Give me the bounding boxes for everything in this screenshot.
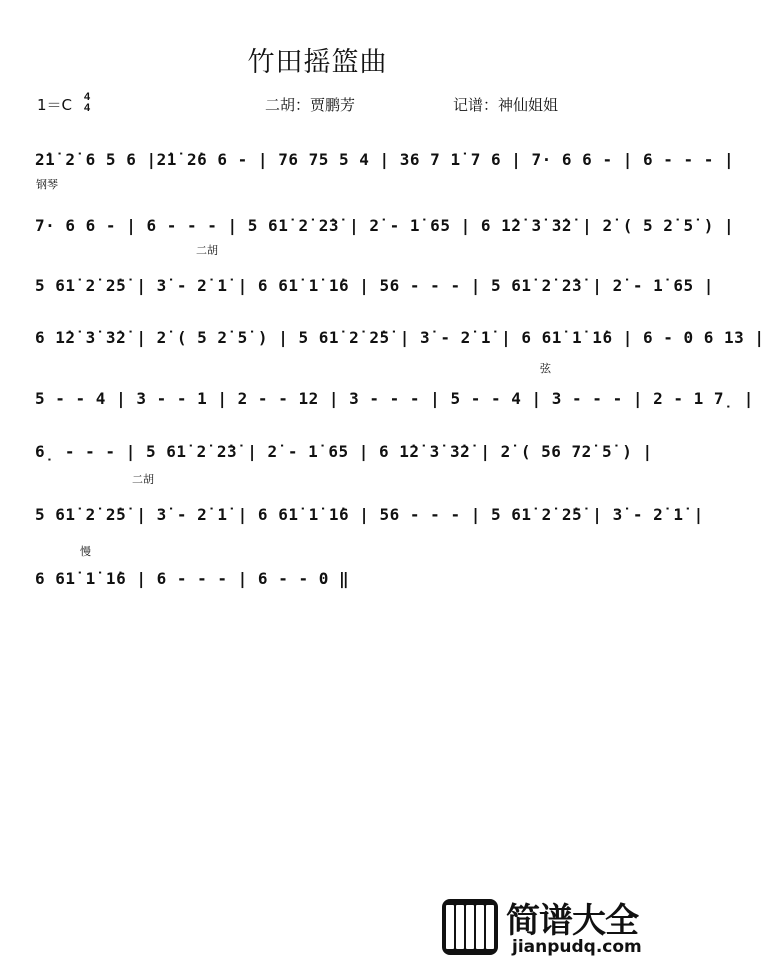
- slow-annotation: 慢: [80, 545, 91, 558]
- score-line-1: [35, 148, 735, 172]
- score-line-3: [35, 274, 714, 298]
- strings-annotation: 弦: [540, 362, 551, 375]
- score-line-7: [35, 503, 704, 527]
- erhu-annotation: 二胡: [196, 244, 218, 257]
- notation-text: 7· 6 6 - | 6 - - - | 5 61̇ 2̇ 2̇3̇ | 2̇ - 1̇ 65 | 6 1̇2̇ 3̇ 3̇2̇ | 2̇ ( 5 2̇ 5̇ ) |: [35, 216, 735, 235]
- time-signature: [81, 92, 93, 114]
- logo-url: jianpudq.com: [512, 937, 642, 957]
- score-line-4: [35, 326, 765, 350]
- score-line-6: [35, 440, 653, 464]
- logo-title: 简谱大全: [506, 901, 638, 941]
- piano-annotation: 钢琴: [36, 178, 58, 191]
- transcriber-credit: 记谱：神仙姐姐: [453, 96, 559, 114]
- site-logo: [442, 893, 664, 961]
- notation-text: 5 61̇ 2̇ 2̇5̇ | 3̇ - 2̇ 1̇ | 6 61̇ 1̇ 1̇6 | 56 - - - | 5 61̇ 2̇ 2̇3̇ | 2̇ - 1̇ 65 |: [35, 276, 714, 295]
- score-line-5: [35, 387, 754, 411]
- score-line-2: [35, 214, 735, 238]
- piano-keys-icon: [442, 899, 498, 955]
- page-title: 竹田摇篮曲: [247, 47, 388, 78]
- notation-text: 5 - - 4 | 3 - - 1 | 2 - - 12 | 3 - - - | 5 - - 4 | 3 - - - | 2 - 1 7̣ |: [35, 389, 754, 408]
- notation-text: 2̇1̇ 2̇ 6 5 6 |2̇1̇ 2̇6 6 - | 76 75 5 4 | 36 7 1̇ 7 6 | 7· 6 6 - | 6 - - - |: [35, 150, 735, 169]
- erhu-credit: 二胡：贾鹏芳: [265, 96, 356, 114]
- erhu-annotation-2: 二胡: [132, 473, 154, 486]
- key-signature: 1＝C: [37, 96, 73, 114]
- notation-text: 6 61̇ 1̇ 1̇6 | 6 - - - | 6 - - 0 ‖: [35, 569, 350, 588]
- notation-text: 6̣ - - - | 5 61̇ 2̇ 2̇3̇ | 2̇ - 1̇ 65 | 6 1̇2̇ 3̇ 3̇2̇ | 2̇ ( 56 72̇ 5̇ ) |: [35, 442, 653, 461]
- notation-text: 5 61̇ 2̇ 2̇5̇ | 3̇ - 2̇ 1̇ | 6 61̇ 1̇ 1̇6 | 56 - - - | 5 61̇ 2̇ 2̇5̇ | 3̇ - 2̇ 1̇ |: [35, 505, 704, 524]
- score-line-8: [35, 567, 590, 591]
- time-signature-top: 4: [83, 91, 91, 103]
- time-signature-bottom: 4: [83, 102, 91, 114]
- notation-text: 6 1̇2̇ 3̇ 3̇2̇ | 2̇ ( 5 2̇ 5̇ ) | 5 61̇ 2̇ 2̇5̇ | 3̇ - 2̇ 1̇ | 6 61̇ 1̇ 1̇6 | 6 - 0 6 13 |: [35, 328, 765, 347]
